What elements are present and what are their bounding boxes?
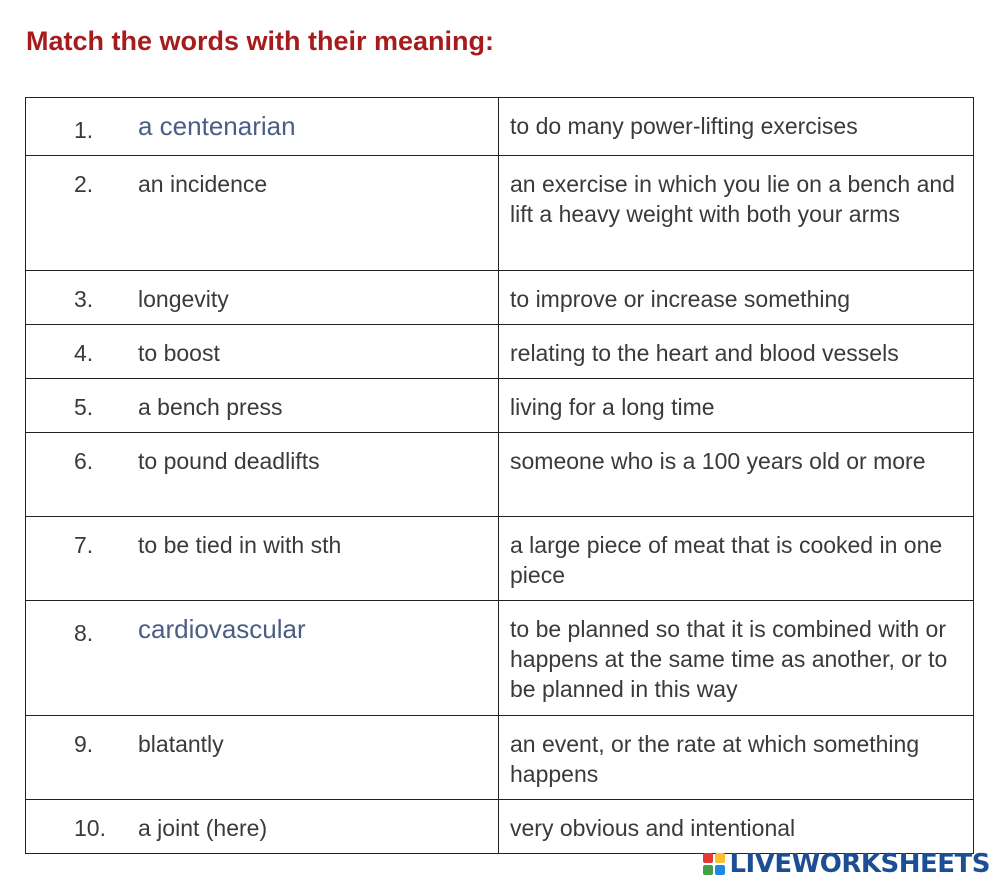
term-cell [26, 517, 499, 601]
term-text: cardiovascular [138, 614, 306, 644]
item-number: 5. [74, 394, 94, 420]
table-row [26, 601, 974, 716]
liveworksheets-logo [703, 850, 990, 878]
definition-cell [499, 325, 974, 379]
table-row [26, 98, 974, 156]
table-row [26, 716, 974, 800]
matching-table [25, 97, 974, 854]
term-cell [26, 433, 499, 517]
term-cell [26, 271, 499, 325]
term-text: longevity [138, 286, 229, 312]
definition-text: very obvious and intentional [510, 815, 796, 841]
term-cell [26, 716, 499, 800]
term-text: to pound deadlifts [138, 448, 320, 474]
term-cell [26, 98, 499, 156]
item-number: 1. [74, 117, 94, 143]
item-number: 7. [74, 532, 94, 558]
brand-text: LIVEWORKSHEETS [729, 849, 990, 879]
definition-cell [499, 98, 974, 156]
definition-text: an exercise in which you lie on a bench and lift a heavy weight with both your arms [510, 171, 955, 227]
term-text: a joint (here) [138, 815, 268, 841]
definition-text: to be planned so that it is combined with or happens at the same time as another, or to be planned in this way [510, 616, 948, 702]
definition-cell [499, 601, 974, 716]
definition-cell [499, 379, 974, 433]
term-cell [26, 325, 499, 379]
term-cell [26, 379, 499, 433]
definition-text: relating to the heart and blood vessels [510, 340, 899, 366]
table-row [26, 325, 974, 379]
item-number: 3. [74, 286, 94, 312]
term-cell [26, 601, 499, 716]
definition-cell [499, 271, 974, 325]
definition-cell [499, 156, 974, 271]
term-cell [26, 156, 499, 271]
term-text: a bench press [138, 394, 283, 420]
term-cell [26, 800, 499, 854]
definition-text: to improve or increase something [510, 286, 851, 312]
definition-cell [499, 433, 974, 517]
table-row [26, 379, 974, 433]
worksheet-title: Match the words with their meaning: [26, 26, 495, 56]
item-number: 2. [74, 171, 94, 197]
item-number: 8. [74, 620, 94, 646]
table-row [26, 156, 974, 271]
term-text: to boost [138, 340, 220, 366]
table-row [26, 271, 974, 325]
table-row [26, 800, 974, 854]
definition-cell [499, 517, 974, 601]
table-row [26, 517, 974, 601]
definition-text: a large piece of meat that is cooked in one piece [510, 532, 943, 588]
liveworksheets-icon [703, 853, 725, 875]
definition-text: living for a long time [510, 394, 715, 420]
item-number: 4. [74, 340, 94, 366]
item-number: 9. [74, 731, 94, 757]
term-text: a centenarian [138, 111, 296, 141]
definition-text: someone who is a 100 years old or more [510, 448, 926, 474]
definition-cell [499, 716, 974, 800]
term-text: to be tied in with sth [138, 532, 342, 558]
definition-text: to do many power-lifting exercises [510, 113, 858, 139]
term-text: an incidence [138, 171, 268, 197]
term-text: blatantly [138, 731, 224, 757]
definition-text: an event, or the rate at which something happens [510, 731, 920, 787]
item-number: 10. [74, 815, 106, 841]
item-number: 6. [74, 448, 94, 474]
definition-cell [499, 800, 974, 854]
table-row [26, 433, 974, 517]
